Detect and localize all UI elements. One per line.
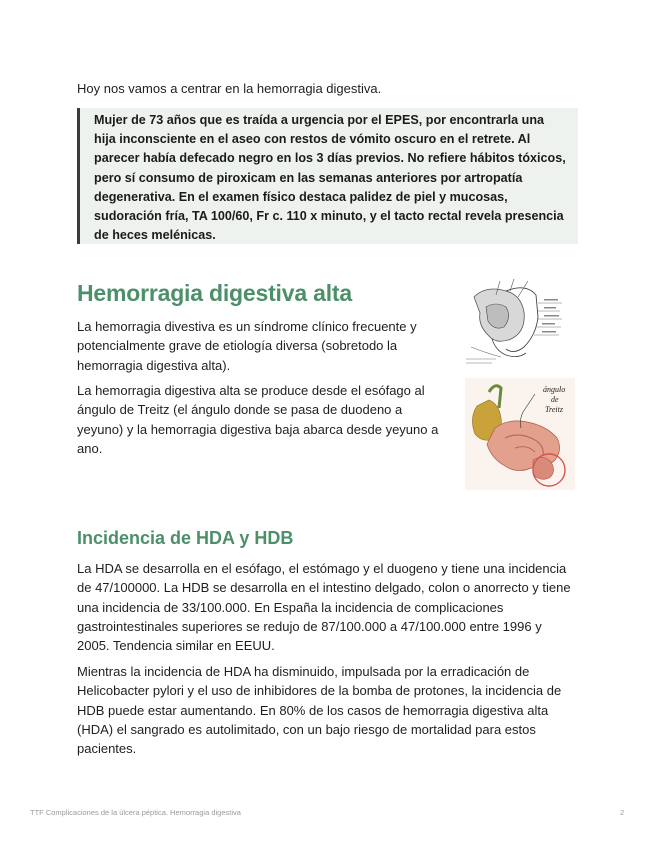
treitz-angle-illustration: [465, 378, 575, 490]
section1-paragraph-1: La hemorragia divestiva es un síndrome clínico frecuente y potencialmente grave de etiología diversa (sobretodo la hemorragia digestiva alta).: [77, 319, 417, 373]
clinical-case-text: Mujer de 73 años que es traída a urgencia por el EPES, por encontrarla una hija inconsciente en el aseo con restos de vómito oscuro en el retrete. Al parecer había defecado negro en los 3 días previos. No refiere hábitos tóxicos, pero sí consumo de piroxicam en las semanas anteriores por artropatía degenerativa. En el examen físico destaca palidez de piel y mucosas, sudoración fría, TA 100/60, Fr c. 110 x minuto, y el tacto rectal revela presencia de heces melénicas.: [94, 113, 566, 243]
clinical-case-box: [77, 108, 578, 244]
section1-paragraph-2: La hemorragia digestiva alta se produce desde el esófago al ángulo de Treitz (el ángulo donde se pasa de duodeno a yeyuno) y la hemorragia digestiva baja abarca desde yeyuno a ano.: [77, 383, 439, 456]
page-number: 2: [620, 808, 625, 817]
section-title-incidencia: Incidencia de HDA y HDB: [77, 528, 294, 548]
section-title-hemorragia-alta: Hemorragia digestiva alta: [77, 280, 352, 306]
section2-paragraph-2: Mientras la incidencia de HDA ha disminuido, impulsada por la erradicación de Helicobacter pylori y el uso de inhibidores de la bomba de protones, la incidencia de HDB puede estar aumentando. En 80% de los casos de hemorragia digestiva alta (HDA) el sangrado es autolimitado, con un bajo riesgo de mortalidad para estos pacientes.: [77, 664, 562, 757]
footer-title: TTF Complicaciones de la úlcera péptica. Hemorragia digestiva: [30, 808, 241, 817]
intro-text: Hoy nos vamos a centrar en la hemorragia digestiva.: [77, 81, 382, 96]
anatomy-duodenum-illustration: [466, 277, 566, 365]
section2-paragraph-1: La HDA se desarrolla en el esófago, el estómago y el duogeno y tiene una incidencia de 47/100000. La HDB se desarrolla en el intestino delgado, colon o anorrecto y tiene una incidencia de 33/100.000. En España la incidencia de complicaciones gastrointestinales superiores se redujo de 87/100.000 a 47/100.000 entre 1996 y 2005. Tendencia similar en EEUU.: [77, 561, 571, 654]
treitz-label-line2: de: [551, 395, 559, 404]
treitz-label-line1: ángulo: [543, 385, 566, 394]
treitz-label-line3: Treitz: [545, 405, 563, 414]
